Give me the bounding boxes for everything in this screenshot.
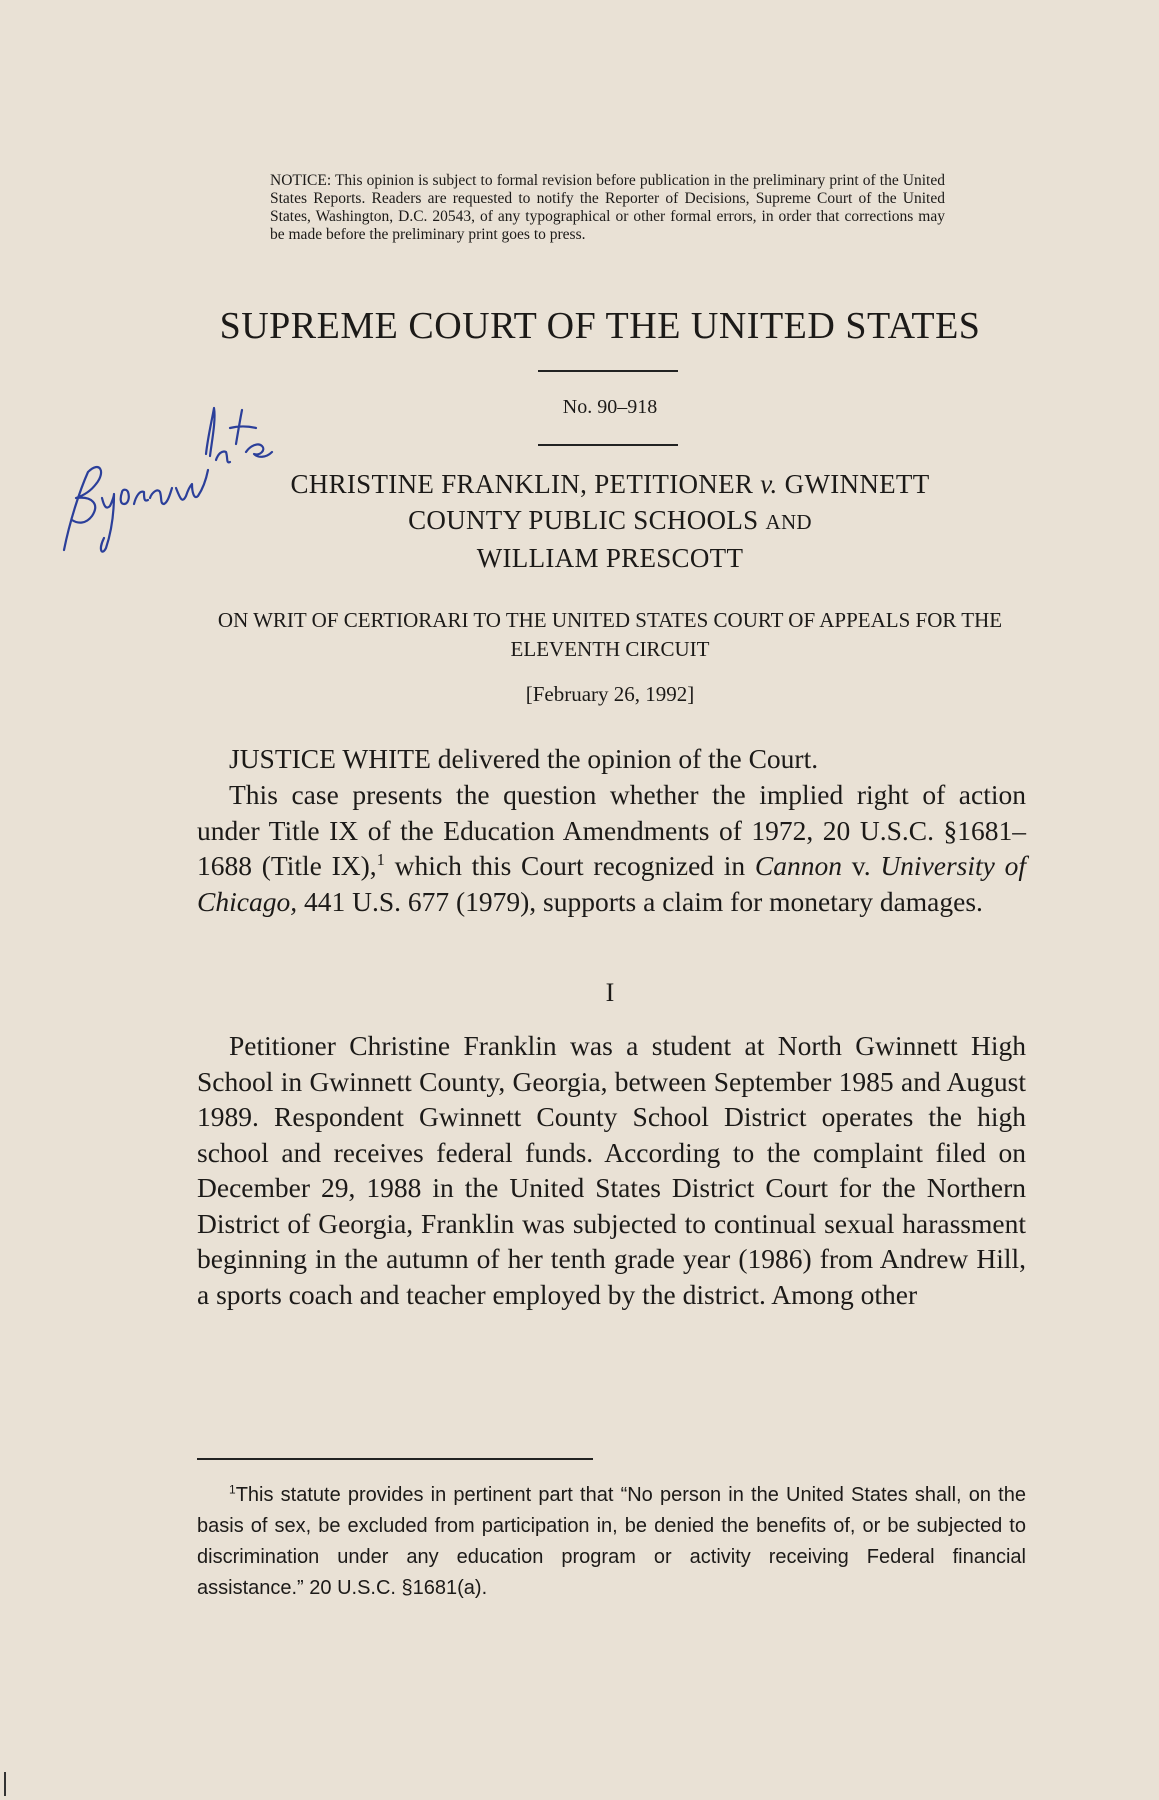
case-caption bbox=[170, 466, 1050, 576]
divider-rule bbox=[538, 370, 678, 372]
court-name: SUPREME COURT OF THE UNITED STATES bbox=[219, 305, 981, 347]
intro-text-middle: which this Court recognized in bbox=[384, 850, 755, 881]
footnote-text: This statute provides in pertinent part that “No person in the United States shall, on the basis of sex, be excluded from participation in, be denied the benefits of, or be subjected to discrimination under any education program or activity receiving Federal financial assistance.” 20 U.S.C. §1681(a). bbox=[197, 1484, 1026, 1599]
footnote-marker: 1 bbox=[229, 1482, 236, 1497]
and-label: AND bbox=[765, 510, 812, 534]
footnote bbox=[197, 1480, 1026, 1604]
respondent-name-1: GWINNETT bbox=[784, 469, 930, 499]
decision-date: [February 26, 1992] bbox=[525, 682, 695, 706]
intro-text: This case presents the question whether the implied right of action under Title IX of the Education Amendments of 1972, 20 U.S.C. §1681–1688 (Title IX), bbox=[197, 779, 1026, 881]
respondent-name-1-cont: COUNTY PUBLIC SCHOOLS bbox=[408, 505, 766, 535]
delivery-text: delivered the opinion of the Court. bbox=[437, 743, 819, 774]
section-heading: I bbox=[605, 978, 615, 1007]
intro-paragraph bbox=[197, 777, 1026, 919]
versus-label: v. bbox=[760, 469, 778, 499]
footnote-ref: 1 bbox=[376, 849, 385, 869]
intro-text-end: 441 U.S. 677 (1979), supports a claim for monetary damages. bbox=[297, 885, 983, 917]
case-name-university: University of Chicago, bbox=[197, 850, 1026, 917]
publication-notice: NOTICE: This opinion is subject to formal revision before publication in the preliminary print of the United States Reports. Readers are requested to notify the Reporter of Decisions, Supreme Court of the United States, Washington, D.C. 20543, of any typographical or other formal errors, in order that corrections may be made before the preliminary print goes to press. bbox=[270, 172, 945, 243]
docket-number: No. 90–918 bbox=[562, 396, 658, 418]
justice-name: JUSTICE WHITE bbox=[229, 743, 431, 774]
case-versus: v. bbox=[842, 850, 881, 881]
binding-mark bbox=[4, 1772, 6, 1796]
petitioner-name: CHRISTINE FRANKLIN, PETITIONER bbox=[290, 469, 754, 499]
caption-line-2 bbox=[170, 502, 1050, 540]
footnote-rule bbox=[197, 1458, 593, 1460]
writ-of-certiorari: ON WRIT OF CERTIORARI TO THE UNITED STATES COURT OF APPEALS FOR THE ELEVENTH CIRCUIT bbox=[217, 608, 1003, 661]
respondent-name-2: WILLIAM PRESCOTT bbox=[476, 543, 744, 573]
facts-paragraph: Petitioner Christine Franklin was a student at North Gwinnett High School in Gwinnett County, Georgia, between September 1985 and August 1989. Respondent Gwinnett County School District operates the high school and receives federal funds. According to the complaint filed on December 29, 1988 in the United States District Court for the Northern District of Georgia, Franklin was subjected to continual sexual harassment beginning in the autumn of her tenth grade year (1986) from Andrew Hill, a sports coach and teacher employed by the district. Among other bbox=[197, 1030, 1026, 1310]
case-name-cannon: Cannon bbox=[754, 850, 842, 881]
delivery-line bbox=[197, 741, 1026, 777]
divider-rule bbox=[538, 444, 678, 446]
caption-line-1 bbox=[170, 466, 1050, 502]
